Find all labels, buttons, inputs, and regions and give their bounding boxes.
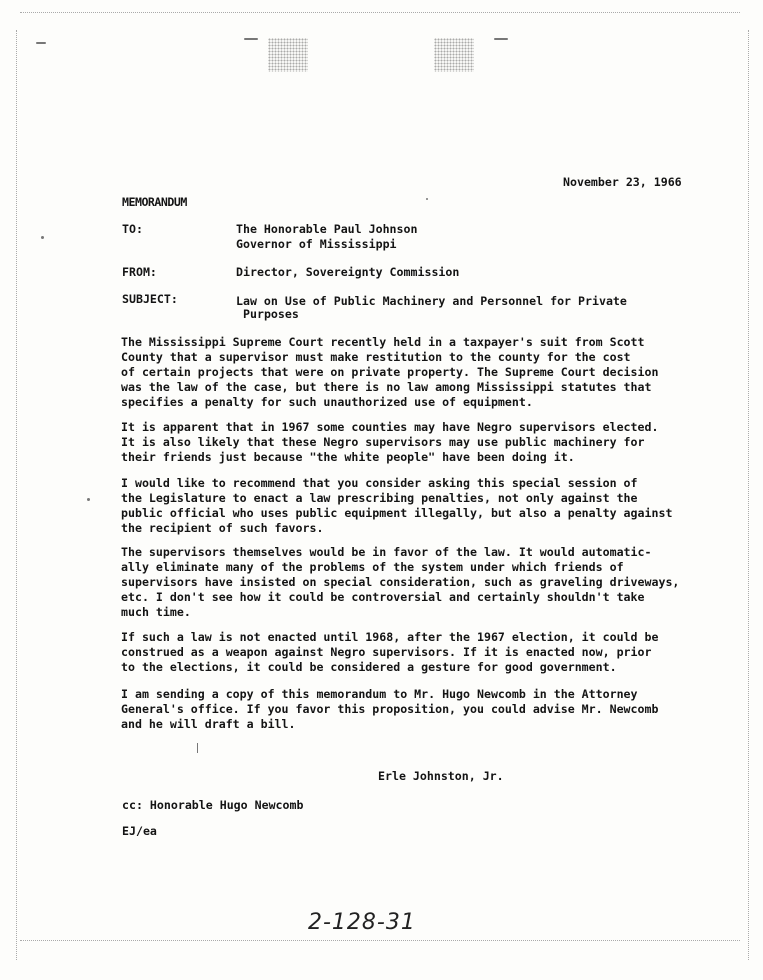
paragraph-line: public official who uses public equipment illegally, but also a penalty against [121,506,673,520]
to-label: TO: [122,222,143,236]
paragraph-line: ally eliminate many of the problems of the system under which friends of [121,560,624,574]
paragraph-line: If such a law is not enacted until 1968, after the 1967 election, it could be [121,630,659,644]
paragraph-line: General's office. If you favor this proposition, you could advise Mr. Newcomb [121,702,659,716]
paragraph-line: the recipient of such favors. [121,521,324,535]
scan-bottom-edge [20,940,740,941]
paragraph-line: The supervisors themselves would be in favor of the law. It would automatic- [121,545,652,559]
paragraph-line: much time. [121,605,191,619]
speck [36,42,46,44]
paragraph-line: It is apparent that in 1967 some counties may have Negro supervisors elected. [121,420,659,434]
to-line-2: Governor of Mississippi [236,237,397,251]
speck [426,198,428,200]
paragraph-line: I am sending a copy of this memorandum to Mr. Hugo Newcomb in the Attorney [121,687,638,701]
scan-smudge-right [434,38,474,72]
signature: Erle Johnston, Jr. [378,769,504,783]
memo-heading: MEMORANDUM [122,195,187,209]
speck [494,38,508,40]
handwritten-file-number: 2-128-31 [308,910,416,935]
paragraph-line: their friends just because "the white people" have been doing it. [121,450,575,464]
paragraph-line: County that a supervisor must make restitution to the county for the cost [121,350,631,364]
paragraph-line: and he will draft a bill. [121,717,296,731]
paragraph-line: was the law of the case, but there is no law among Mississippi statutes that [121,380,652,394]
typist-initials: EJ/ea [122,824,157,838]
from-text: Director, Sovereignty Commission [236,265,460,279]
scan-left-edge [16,30,17,960]
subject-line-2: Purposes [243,307,299,321]
paragraph-line: supervisors have insisted on special consideration, such as graveling driveways, [121,575,680,589]
memo-date: November 23, 1966 [563,175,682,189]
speck [244,38,258,40]
speck [41,236,44,239]
from-label: FROM: [122,265,157,279]
paragraph-line: It is also likely that these Negro supervisors may use public machinery for [121,435,645,449]
paragraph-line: I would like to recommend that you consider asking this special session of [121,476,638,490]
paragraph-line: the Legislature to enact a law prescribing penalties, not only against the [121,491,638,505]
paragraph-line: to the elections, it could be considered a gesture for good government. [121,660,617,674]
paragraph-line: specifies a penalty for such unauthorized use of equipment. [121,395,533,409]
scan-top-edge [20,12,740,13]
subject-label: SUBJECT: [122,292,178,306]
scan-right-edge [748,30,749,960]
paragraph-line: The Mississippi Supreme Court recently held in a taxpayer's suit from Scott [121,335,645,349]
scan-smudge-left [268,38,308,72]
subject-line-1: Law on Use of Public Machinery and Personnel for Private [236,294,627,308]
paragraph-line: etc. I don't see how it could be controversial and certainly shouldn't take [121,590,645,604]
speck [87,498,90,501]
speck [197,743,198,753]
paragraph-line: construed as a weapon against Negro supervisors. If it is enacted now, prior [121,645,652,659]
paragraph-line: of certain projects that were on private property. The Supreme Court decision [121,365,659,379]
to-line-1: The Honorable Paul Johnson [236,222,418,236]
cc-line: cc: Honorable Hugo Newcomb [122,798,304,812]
